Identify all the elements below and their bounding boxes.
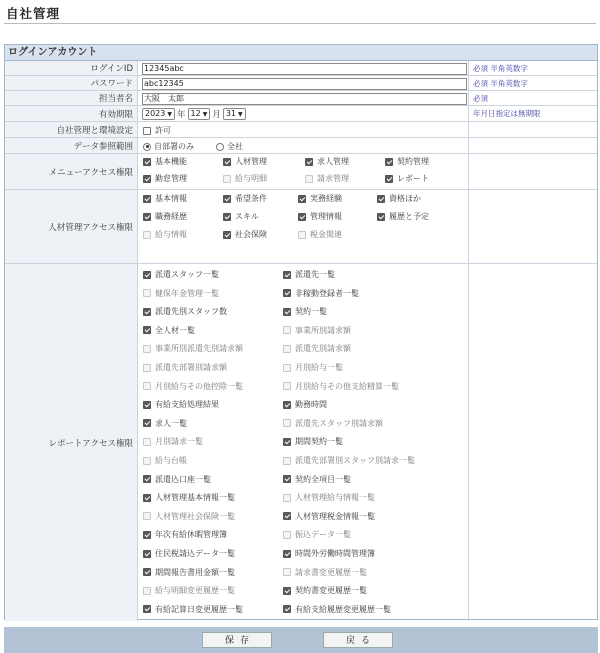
chevron-down-icon: ▼ — [238, 110, 243, 118]
permission-label: 有給記算日変更履歴一覧 — [155, 604, 243, 614]
permission-label: 給与情報 — [155, 230, 187, 239]
checkbox-checked-icon — [143, 326, 151, 334]
permission-checkbox[interactable] — [143, 325, 195, 336]
permission-label: 派遣先部署別スタッフ別請求一覧 — [295, 456, 415, 465]
permission-label: 給与明細 — [235, 174, 267, 183]
permission-checkbox[interactable] — [143, 381, 243, 392]
checkbox-checked-icon — [385, 175, 393, 183]
checkbox-icon — [283, 326, 291, 334]
permission-checkbox[interactable] — [143, 399, 219, 410]
checkbox-checked-icon — [283, 587, 291, 595]
password-input[interactable]: abc12345 — [142, 78, 467, 90]
permission-label: 時間外労働時間管理簿 — [295, 549, 375, 558]
permission-label: 年次有給休暇管理簿 — [155, 530, 227, 540]
checkbox-icon — [143, 587, 151, 595]
login-id-note: 必須 半角英数字 — [473, 63, 528, 73]
row-data-scope — [5, 138, 597, 154]
permission-label: 基本機能 — [155, 157, 187, 166]
checkbox-checked-icon — [143, 531, 151, 539]
checkbox-checked-icon — [143, 550, 151, 558]
checkbox-icon — [143, 457, 151, 465]
staff-name-label: 担当者名 — [5, 91, 138, 105]
chevron-down-icon: ▼ — [202, 110, 208, 118]
radio-selected-icon — [143, 143, 151, 151]
permission-checkbox[interactable] — [283, 381, 399, 392]
permission-label: 事業所別請求額 — [295, 325, 351, 335]
settings-permit-checkbox[interactable]: 許可 — [143, 125, 171, 136]
permission-checkbox[interactable] — [143, 567, 235, 578]
permission-checkbox[interactable] — [283, 306, 327, 317]
permission-checkbox[interactable] — [283, 362, 343, 373]
checkbox-checked-icon — [377, 213, 385, 221]
checkbox-checked-icon — [143, 195, 151, 203]
permission-checkbox[interactable] — [283, 325, 351, 336]
permission-label: 管理情報 — [310, 212, 342, 221]
permission-checkbox[interactable] — [143, 418, 187, 429]
permission-label: 職務経歴 — [155, 212, 187, 221]
permission-label: スキル — [235, 212, 259, 221]
menu-access-options — [138, 154, 469, 189]
row-settings — [5, 122, 597, 138]
checkbox-icon — [283, 531, 291, 539]
permission-checkbox[interactable] — [143, 511, 235, 522]
permission-label: 健保年金管理一覧 — [155, 288, 219, 298]
permission-checkbox[interactable] — [283, 511, 375, 522]
checkbox-checked-icon — [283, 401, 291, 409]
permission-checkbox[interactable] — [143, 436, 203, 447]
checkbox-checked-icon — [298, 195, 306, 203]
permission-label: 派遣込口座一覧 — [155, 474, 211, 484]
permission-checkbox[interactable] — [223, 173, 267, 184]
permission-checkbox[interactable] — [377, 211, 429, 222]
permission-label: 人材管理給与情報一覧 — [295, 493, 375, 503]
permission-label: 派遣先スタッフ別請求額 — [295, 418, 383, 428]
checkbox-checked-icon — [223, 158, 231, 166]
data-scope-label: データ参照範囲 — [5, 138, 138, 153]
chevron-down-icon: ▼ — [167, 110, 172, 118]
checkbox-icon — [283, 364, 291, 372]
permission-checkbox[interactable] — [143, 585, 235, 596]
permission-checkbox[interactable] — [283, 455, 415, 466]
permission-checkbox[interactable] — [143, 288, 219, 299]
settings-label: 自社管理と環境設定 — [5, 122, 138, 137]
permission-label: 有給支給処理結果 — [155, 400, 219, 410]
permission-label: 給与台帳 — [155, 456, 187, 465]
checkbox-icon — [143, 382, 151, 390]
permission-label: 期間契約一覧 — [295, 437, 343, 447]
permission-label: 勤怠管理 — [155, 174, 187, 183]
permission-label: 月別給与その他支給精算一覧 — [295, 381, 399, 391]
checkbox-icon — [143, 345, 151, 353]
permission-label: 履歴と予定 — [389, 212, 429, 221]
checkbox-checked-icon — [143, 568, 151, 576]
permission-checkbox[interactable] — [283, 343, 351, 354]
permission-checkbox[interactable] — [283, 399, 327, 410]
permission-checkbox[interactable] — [283, 269, 335, 280]
permission-label: 月別請求一覧 — [155, 437, 203, 447]
title-divider — [4, 23, 596, 24]
row-expiry — [5, 106, 597, 122]
permission-label: 月別給与一覧 — [295, 363, 343, 372]
checkbox-checked-icon — [223, 213, 231, 221]
permission-checkbox[interactable] — [143, 156, 187, 167]
checkbox-icon — [223, 175, 231, 183]
permission-label: 契約管理 — [397, 157, 429, 166]
checkbox-checked-icon — [223, 231, 231, 239]
month-unit: 月 — [212, 109, 221, 120]
permission-checkbox[interactable] — [385, 173, 429, 184]
permission-label: 期間報告書用金額一覧 — [155, 567, 235, 577]
permission-label: 月別給与その他控除一覧 — [155, 381, 243, 391]
checkbox-checked-icon — [377, 195, 385, 203]
permission-label: 人材管理社会保険一覧 — [155, 511, 235, 521]
permission-label: 税金関連 — [310, 230, 342, 239]
checkbox-checked-icon — [143, 494, 151, 502]
permission-checkbox[interactable] — [283, 418, 383, 429]
login-id-input[interactable]: 12345abc — [142, 63, 467, 75]
password-note: 必須 半角英数字 — [473, 78, 528, 88]
checkbox-checked-icon — [143, 419, 151, 427]
permission-label: 勤務時間 — [295, 400, 327, 410]
action-bar — [4, 627, 598, 653]
permission-checkbox[interactable] — [223, 211, 259, 222]
checkbox-checked-icon — [143, 175, 151, 183]
permission-checkbox[interactable] — [143, 173, 187, 184]
checkbox-icon — [143, 512, 151, 520]
checkbox-checked-icon — [143, 213, 151, 221]
checkbox-checked-icon — [283, 605, 291, 613]
permission-label: 資格ほか — [389, 194, 421, 203]
permission-checkbox[interactable] — [143, 604, 243, 615]
permission-checkbox[interactable] — [283, 436, 343, 447]
permission-label: 事業所別派遣先別請求額 — [155, 344, 243, 354]
row-hr-access — [5, 190, 597, 264]
permission-label: 社会保険 — [235, 230, 267, 239]
permission-checkbox[interactable] — [283, 288, 359, 299]
checkbox-icon — [298, 231, 306, 239]
permission-label: 有給支給履歴変更履歴一覧 — [295, 604, 391, 614]
login-id-label: ログインID — [5, 61, 138, 75]
permission-label: 全人材一覧 — [155, 325, 195, 335]
checkbox-checked-icon — [283, 475, 291, 483]
row-login-id — [5, 61, 597, 76]
checkbox-checked-icon — [143, 158, 151, 166]
permission-checkbox[interactable] — [283, 548, 375, 559]
report-access-options — [138, 264, 469, 621]
checkbox-checked-icon — [283, 308, 291, 316]
checkbox-checked-icon — [283, 550, 291, 558]
year-unit: 年 — [176, 109, 186, 120]
menu-access-label: メニューアクセス権限 — [5, 154, 138, 189]
hr-access-options — [138, 190, 469, 263]
checkbox-checked-icon — [143, 271, 151, 279]
permission-checkbox[interactable] — [143, 211, 187, 222]
permission-checkbox[interactable] — [143, 269, 219, 280]
permission-label: 給与明細変更履歴一覧 — [155, 586, 235, 596]
permission-label: 契約一覧 — [295, 307, 327, 317]
permission-checkbox[interactable] — [143, 474, 211, 485]
permission-checkbox[interactable] — [143, 455, 187, 466]
checkbox-checked-icon — [298, 213, 306, 221]
login-account-panel — [4, 44, 598, 620]
permission-label: 実務経験 — [310, 194, 342, 203]
checkbox-checked-icon — [283, 512, 291, 520]
checkbox-icon — [143, 127, 151, 135]
permission-label: 求人管理 — [317, 157, 349, 166]
year-select[interactable]: 2023 ▼ — [142, 108, 175, 120]
permission-checkbox[interactable] — [298, 211, 342, 222]
permission-checkbox[interactable] — [298, 193, 342, 204]
permission-checkbox[interactable] — [298, 229, 342, 240]
checkbox-icon — [143, 231, 151, 239]
row-password — [5, 76, 597, 91]
checkbox-icon — [283, 457, 291, 465]
permission-checkbox[interactable] — [143, 529, 227, 540]
permission-label: 希望条件 — [235, 194, 267, 203]
row-report-access — [5, 264, 597, 621]
permission-label: 契約書変更履歴一覧 — [295, 586, 367, 596]
hr-access-label: 人材管理アクセス権限 — [5, 190, 138, 263]
permission-checkbox[interactable] — [283, 492, 375, 503]
permission-checkbox[interactable] — [377, 193, 421, 204]
row-staff-name — [5, 91, 597, 106]
checkbox-checked-icon — [143, 308, 151, 316]
permission-label: 請求書変更履歴一覧 — [295, 567, 367, 577]
scope-own-dept-radio[interactable]: 自部署のみ — [143, 141, 194, 152]
panel-heading: ログインアカウント — [5, 45, 597, 61]
checkbox-checked-icon — [305, 158, 313, 166]
permission-checkbox[interactable] — [143, 229, 187, 240]
checkbox-icon — [283, 419, 291, 427]
staff-name-input[interactable]: 大阪 太郎 — [142, 93, 467, 105]
checkbox-icon — [143, 364, 151, 372]
permission-label: 振込データ一覧 — [295, 530, 351, 540]
expiry-note: 年月日指定は無期限 — [473, 109, 541, 118]
checkbox-checked-icon — [143, 401, 151, 409]
radio-icon — [216, 143, 224, 151]
permission-checkbox[interactable] — [143, 548, 235, 559]
checkbox-checked-icon — [223, 195, 231, 203]
checkbox-icon — [143, 438, 151, 446]
checkbox-checked-icon — [143, 605, 151, 613]
permission-checkbox[interactable] — [283, 585, 367, 596]
permission-checkbox[interactable] — [305, 173, 349, 184]
permission-label: 求人一覧 — [155, 418, 187, 428]
checkbox-checked-icon — [283, 271, 291, 279]
permission-label: 人材管理税金情報一覧 — [295, 511, 375, 521]
permission-checkbox[interactable] — [143, 306, 227, 317]
permission-checkbox[interactable] — [283, 567, 367, 578]
checkbox-checked-icon — [283, 289, 291, 297]
permission-label: 契約全項目一覧 — [295, 474, 351, 484]
checkbox-checked-icon — [143, 475, 151, 483]
password-label: パスワード — [5, 76, 138, 90]
row-menu-access — [5, 154, 597, 190]
permission-checkbox[interactable] — [143, 343, 243, 354]
permission-label: 派遣スタッフ一覧 — [155, 270, 219, 279]
checkbox-checked-icon — [385, 158, 393, 166]
checkbox-icon — [305, 175, 313, 183]
permission-label: 派遣先別スタッフ数 — [155, 307, 227, 317]
checkbox-icon — [143, 289, 151, 297]
day-select[interactable]: 31 ▼ — [223, 108, 246, 120]
permission-checkbox[interactable] — [223, 156, 267, 167]
permission-label: 派遣先別請求額 — [295, 344, 351, 354]
permission-checkbox[interactable] — [305, 156, 349, 167]
permission-label: レポート — [397, 174, 429, 183]
permission-label: 人材管理基本情報一覧 — [155, 493, 235, 503]
permission-checkbox[interactable] — [385, 156, 429, 167]
checkbox-icon — [283, 345, 291, 353]
permission-label: 派遣先部署別請求額 — [155, 363, 227, 372]
month-select[interactable]: 12 ▼ — [188, 108, 211, 120]
checkbox-icon — [283, 568, 291, 576]
permission-checkbox[interactable] — [283, 604, 391, 615]
permission-label: 住民税請込データ一覧 — [155, 549, 235, 558]
permission-label: 基本情報 — [155, 194, 187, 203]
staff-name-note: 必須 — [473, 93, 488, 103]
checkbox-icon — [283, 494, 291, 502]
report-access-label: レポートアクセス権限 — [5, 264, 138, 621]
permission-checkbox[interactable] — [143, 193, 187, 204]
permission-checkbox[interactable] — [283, 529, 351, 540]
expiry-label: 有効期限 — [5, 106, 138, 121]
permission-checkbox[interactable] — [223, 193, 267, 204]
checkbox-checked-icon — [283, 438, 291, 446]
permission-checkbox[interactable] — [143, 492, 235, 503]
permission-label: 人材管理 — [235, 157, 267, 166]
permission-label: 非稼動登録者一覧 — [295, 288, 359, 298]
permission-label: 派遣先一覧 — [295, 270, 335, 279]
save-button[interactable]: 保存 — [202, 632, 272, 648]
permission-checkbox[interactable] — [143, 362, 227, 373]
checkbox-icon — [283, 382, 291, 390]
permission-label: 請求管理 — [317, 174, 349, 183]
permission-checkbox[interactable] — [223, 229, 267, 240]
permission-checkbox[interactable] — [283, 474, 351, 485]
scope-company-radio[interactable]: 全社 — [216, 141, 243, 152]
back-button[interactable]: 戻る — [323, 632, 393, 648]
page-title: 自社管理 — [6, 6, 61, 21]
